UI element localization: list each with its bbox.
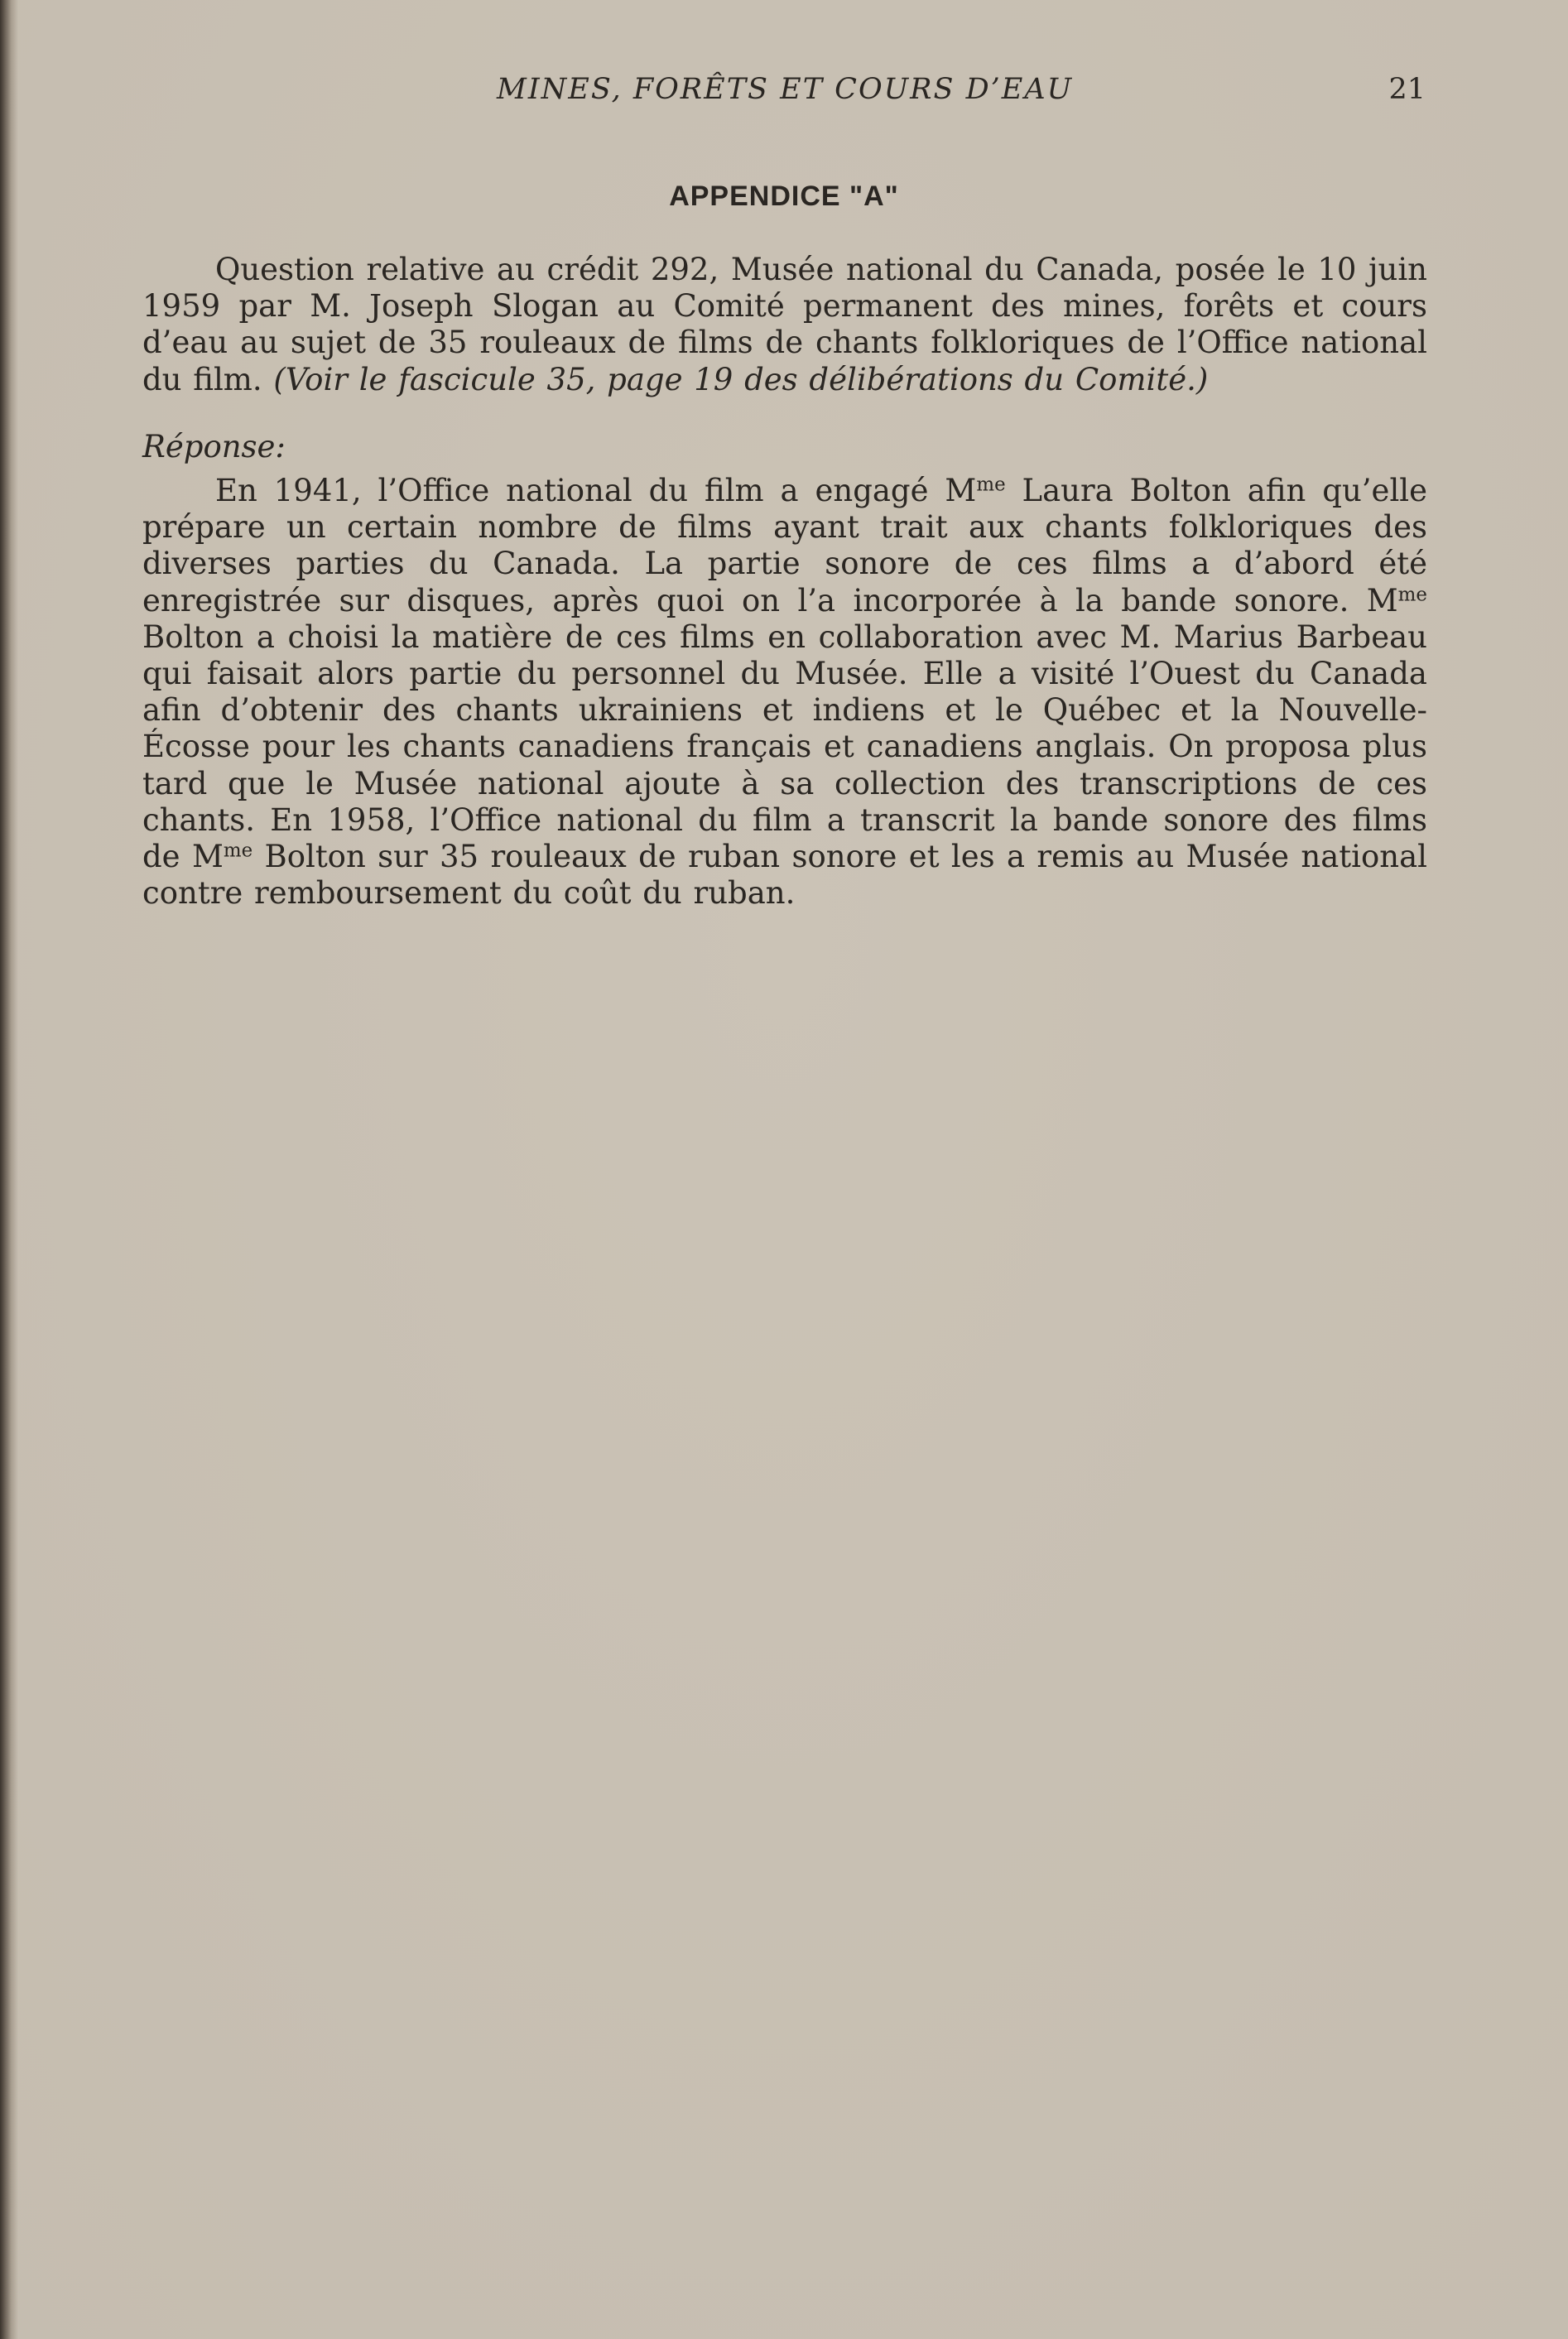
answer-paragraph — [142, 473, 1427, 912]
answer-text-1: En 1941, l’Office national du film a engagé M — [215, 473, 977, 508]
question-reference: (Voir le fascicule 35, page 19 des délibérations du Comité.) — [273, 361, 1209, 397]
answer-superscript-2: me — [1397, 584, 1427, 605]
response-label: Réponse: — [142, 429, 286, 464]
binding-edge — [0, 0, 18, 2339]
page-number: 21 — [1388, 73, 1426, 106]
answer-text-4: Bolton sur 35 rouleaux de ruban sonore et les a remis au Musée national contre remboursement du coût du ruban. — [142, 839, 1427, 912]
question-paragraph — [142, 252, 1427, 398]
running-header-title: MINES, FORÊTS ET COURS D’EAU — [497, 73, 1074, 106]
question-text: Question relative au crédit 292, Musée national du Canada, posée le 10 juin 1959 par M. Joseph Slogan au Comité permanent des mines, forêts et cours d’eau au sujet de 35 rouleaux de films de chants folkloriques de l’Office national du film. — [142, 252, 1427, 397]
answer-text-3: Bolton a choisi la matière de ces films en collaboration avec M. Marius Barbeau qui faisait alors partie du personnel du Musée. Elle a visité l’Ouest du Canada afin d’obtenir des chants ukrainiens et indiens et le Québec et la Nouvelle-Écosse pour les chants canadiens français et canadiens anglais. On proposa plus tard que le Musée national ajoute à sa collection des transcriptions de ces chants. En 1958, l’Office national du film a transcrit la bande sonore des films de M — [142, 618, 1427, 875]
answer-text-2: Laura Bolton afin qu’elle prépare un certain nombre de films ayant trait aux chants folkloriques des diverses parties du Canada. La partie sonore de ces films a d’abord été enregistrée sur disques, après quoi on l’a incorporée à la bande sonore. M — [142, 473, 1428, 618]
appendix-title: APPENDICE "A" — [669, 180, 899, 212]
answer-superscript-3: me — [223, 840, 253, 862]
answer-superscript-1: me — [976, 474, 1006, 496]
